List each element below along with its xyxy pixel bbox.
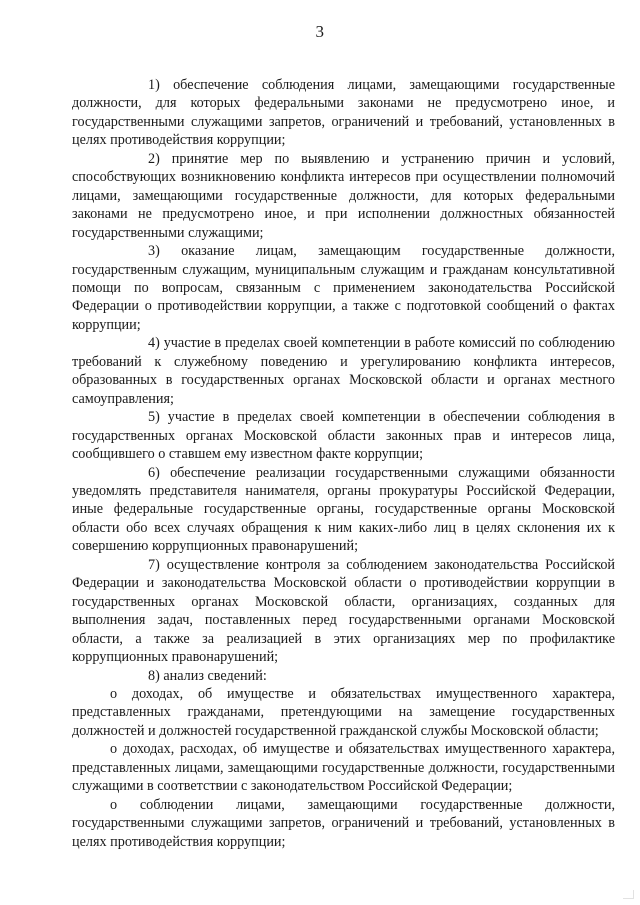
scan-corner-mark [623, 890, 634, 899]
document-body [72, 76, 615, 851]
list-item-text: участие в пределах своей компетенции в обеспечении соблюдения в государственных органах Московской области законных прав и интересов лица, сообщившего о ставшем ему известном факте коррупции; [72, 409, 616, 463]
list-number: 3) [148, 243, 160, 260]
list-item-8 [72, 667, 615, 685]
list-item-text: о доходах, расходах, об имуществе и обязательствах имущественного характера, представленных лицами, замещающими государственные должности, государственными служащими в соответствии с законодательством Российской Федерации; [72, 741, 615, 795]
list-item-3 [72, 242, 615, 334]
list-item-6 [72, 464, 615, 556]
list-item-text: о соблюдении лицами, замещающими государственные должности, государственными служащими запретов, ограничений и требований, установленных в целях противодействия коррупции; [72, 796, 615, 850]
list-item-5 [72, 408, 615, 463]
list-item-text: анализ сведений: [163, 667, 267, 684]
list-item-text: о доходах, об имуществе и обязательствах имущественного характера, представленных гражданами, претендующими на замещение государственных должностей и должностей государственной гражданской службы Московской области; [72, 685, 615, 739]
sub-item-income-candidates [72, 685, 615, 740]
list-number: 8) [148, 667, 160, 684]
list-number: 5) [148, 409, 160, 426]
list-number: 4) [148, 335, 160, 352]
list-number: 2) [148, 150, 160, 167]
list-item-text: принятие мер по выявлению и устранению причин и условий, способствующих возникновению конфликта интересов при осуществлении полномочий лицами, замещающими государственные должности, для которых федеральными законами не предусмотрено иное, и при исполнении должностных обязанностей государственными служащими; [72, 150, 615, 241]
list-item-2 [72, 150, 615, 242]
sub-item-income-officials [72, 740, 615, 795]
list-item-text: осуществление контроля за соблюдением законодательства Российской Федерации и законодательства Московской области о противодействии коррупции в государственных органах Московской области, организациях, созданных для выполнения задач, поставленных перед государственными органами Московской области, а также за реализацией в этих организациях мер по профилактике коррупционных правонарушений; [72, 556, 616, 666]
list-item-text: оказание лицам, замещающим государственные должности, государственным служащим, муниципальным служащим и гражданам консультативной помощи по вопросам, связанным с применением законодательства Российской Федерации о противодействии коррупции, а также с подготовкой сообщений о фактах коррупции; [72, 243, 615, 333]
list-item-4 [72, 334, 615, 408]
list-number: 6) [148, 464, 160, 481]
list-item-text: обеспечение соблюдения лицами, замещающими государственные должности, для которых федеральными законами не предусмотрено иное, и государственными служащими запретов, ограничений и требований, установленных в целях противодействия коррупции; [72, 77, 616, 149]
list-item-7 [72, 556, 615, 667]
page-number: 3 [315, 22, 325, 41]
list-number: 7) [148, 556, 160, 573]
sub-item-compliance [72, 796, 615, 851]
list-item-text: обеспечение реализации государственными служащими обязанности уведомлять представителя нанимателя, органы прокуратуры Российской Федерации, иные федеральные государственные органы, государственные органы Московской области обо всех случаях обращения к ним каких-либо лиц в целях склонения их к совершению коррупционных правонарушений; [72, 464, 616, 555]
list-number: 1) [148, 77, 160, 93]
list-item-text: участие в пределах своей компетенции в работе комиссий по соблюдению требований к служебному поведению и урегулированию конфликта интересов, образованных в государственных органах Московской области и органах местного самоуправления; [72, 335, 616, 407]
list-item-1 [72, 76, 615, 150]
